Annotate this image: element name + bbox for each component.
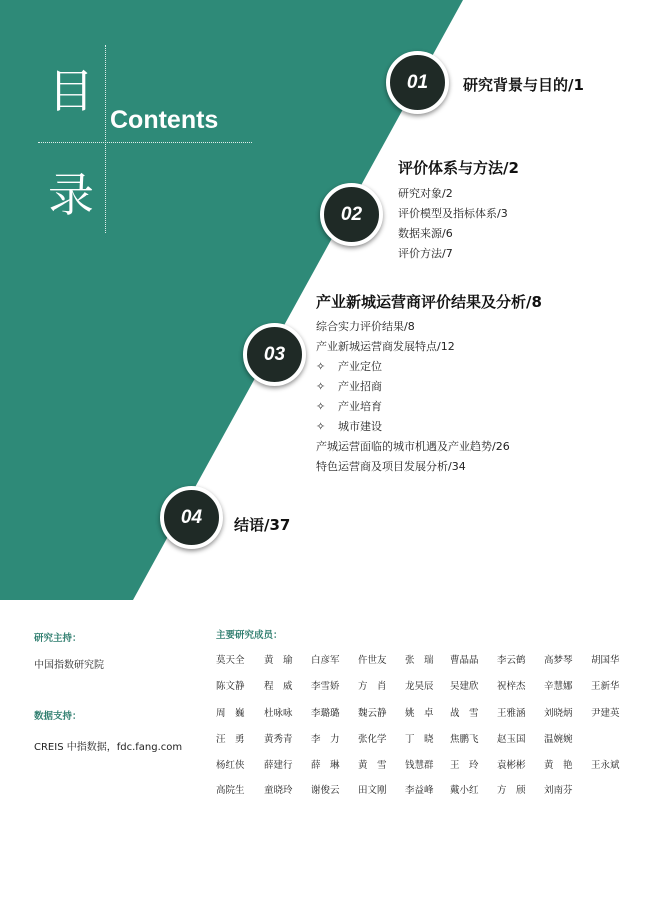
member-name: 李云鹤 bbox=[497, 655, 526, 666]
member-name: 战 雪 bbox=[450, 708, 479, 719]
member-name: 祝梓杰 bbox=[497, 681, 526, 692]
member-name: 方 肖 bbox=[358, 681, 387, 692]
toc-item[interactable]: 评价方法/7 bbox=[398, 247, 453, 260]
member-name: 黄 艳 bbox=[544, 760, 573, 771]
section-03-title[interactable]: 产业新城运营商评价结果及分析/8 bbox=[316, 293, 542, 311]
section-04-title[interactable]: 结语/37 bbox=[234, 516, 291, 534]
section-01-badge: 01 bbox=[386, 51, 449, 114]
title-char-lu: 录 bbox=[48, 168, 94, 222]
member-name: 仵世友 bbox=[358, 655, 387, 666]
member-name: 王雅涵 bbox=[497, 708, 526, 719]
member-name: 张化学 bbox=[358, 734, 387, 745]
member-name: 白彦军 bbox=[311, 655, 340, 666]
toc-item[interactable]: 评价模型及指标体系/3 bbox=[398, 207, 508, 220]
toc-item[interactable]: 产业新城运营商发展特点/12 bbox=[316, 340, 455, 353]
data-support-label: 数据支持： bbox=[34, 711, 82, 722]
member-name: 谢俊云 bbox=[311, 785, 340, 796]
member-name: 薛 琳 bbox=[311, 760, 340, 771]
toc-item[interactable]: 数据来源/6 bbox=[398, 227, 453, 240]
member-name: 高院生 bbox=[216, 785, 245, 796]
contents-heading: Contents bbox=[110, 106, 219, 134]
member-name: 胡国华 bbox=[591, 655, 620, 666]
section-02-title[interactable]: 评价体系与方法/2 bbox=[398, 159, 519, 177]
member-name: 莫天全 bbox=[216, 655, 245, 666]
host-value: 中国指数研究院 bbox=[34, 660, 104, 671]
member-name: 黄秀青 bbox=[264, 734, 293, 745]
header-vertical-rule bbox=[105, 45, 106, 233]
member-name: 周 巍 bbox=[216, 708, 245, 719]
member-name: 方 颀 bbox=[497, 785, 526, 796]
member-name: 吴建欣 bbox=[450, 681, 479, 692]
host-label: 研究主持： bbox=[34, 633, 82, 644]
member-name: 陈文静 bbox=[216, 681, 245, 692]
member-name: 汪 勇 bbox=[216, 734, 245, 745]
toc-item[interactable]: 综合实力评价结果/8 bbox=[316, 320, 415, 333]
member-name: 刘南芬 bbox=[544, 785, 573, 796]
member-name: 戴小红 bbox=[450, 785, 479, 796]
member-name: 丁 晓 bbox=[405, 734, 434, 745]
title-char-mu: 目 bbox=[48, 64, 94, 118]
member-name: 尹建英 bbox=[591, 708, 620, 719]
section-02-badge: 02 bbox=[320, 183, 383, 246]
member-name: 薛建行 bbox=[264, 760, 293, 771]
member-name: 王永斌 bbox=[591, 760, 620, 771]
toc-subitem[interactable]: ✧ 城市建设 bbox=[316, 417, 510, 437]
member-name: 程 威 bbox=[264, 681, 293, 692]
member-name: 张 瑞 bbox=[405, 655, 434, 666]
member-name: 姚 卓 bbox=[405, 708, 434, 719]
toc-item[interactable]: 产城运营面临的城市机遇及产业趋势/26 bbox=[316, 440, 510, 453]
member-name: 钱慧群 bbox=[405, 760, 434, 771]
data-support-value: CREIS 中指数据，fdc.fang.com bbox=[34, 742, 183, 753]
member-name: 杜咏咏 bbox=[264, 708, 293, 719]
member-name: 李 力 bbox=[311, 734, 340, 745]
section-03-badge: 03 bbox=[243, 323, 306, 386]
header-horizontal-rule bbox=[38, 142, 252, 143]
member-name: 袁彬彬 bbox=[497, 760, 526, 771]
toc-subitem[interactable]: ✧ 产业培育 bbox=[316, 397, 510, 417]
toc-subitem[interactable]: ✧ 产业定位 bbox=[316, 357, 510, 377]
toc-item[interactable]: 研究对象/2 bbox=[398, 187, 453, 200]
section-01-title[interactable]: 研究背景与目的/1 bbox=[463, 76, 584, 94]
section-03-items bbox=[316, 317, 510, 477]
member-name: 李璐璐 bbox=[311, 708, 340, 719]
section-02-items bbox=[398, 184, 508, 264]
member-name: 田文刚 bbox=[358, 785, 387, 796]
member-name: 高梦琴 bbox=[544, 655, 573, 666]
member-name: 刘晓炳 bbox=[544, 708, 573, 719]
member-name: 童晓玲 bbox=[264, 785, 293, 796]
member-name: 龙昊辰 bbox=[405, 681, 434, 692]
member-name: 李益峰 bbox=[405, 785, 434, 796]
member-name: 王新华 bbox=[591, 681, 620, 692]
member-name: 杨红侠 bbox=[216, 760, 245, 771]
member-name: 辛慧娜 bbox=[544, 681, 573, 692]
member-name: 魏云静 bbox=[358, 708, 387, 719]
member-name: 焦鹏飞 bbox=[450, 734, 479, 745]
members-label: 主要研究成员： bbox=[216, 630, 283, 641]
member-name: 曹晶晶 bbox=[450, 655, 479, 666]
member-name: 黄 瑜 bbox=[264, 655, 293, 666]
toc-item[interactable]: 特色运营商及项目发展分析/34 bbox=[316, 460, 466, 473]
toc-subitem[interactable]: ✧ 产业招商 bbox=[316, 377, 510, 397]
section-04-badge: 04 bbox=[160, 486, 223, 549]
diamond-bullet-icon: ✧ bbox=[316, 420, 326, 433]
member-name: 温婉婉 bbox=[544, 734, 573, 745]
member-name: 王 玲 bbox=[450, 760, 479, 771]
member-name: 黄 雪 bbox=[358, 760, 387, 771]
member-name: 赵玉国 bbox=[497, 734, 526, 745]
diamond-bullet-icon: ✧ bbox=[316, 360, 326, 373]
member-name: 李雪娇 bbox=[311, 681, 340, 692]
diamond-bullet-icon: ✧ bbox=[316, 380, 326, 393]
diamond-bullet-icon: ✧ bbox=[316, 400, 326, 413]
